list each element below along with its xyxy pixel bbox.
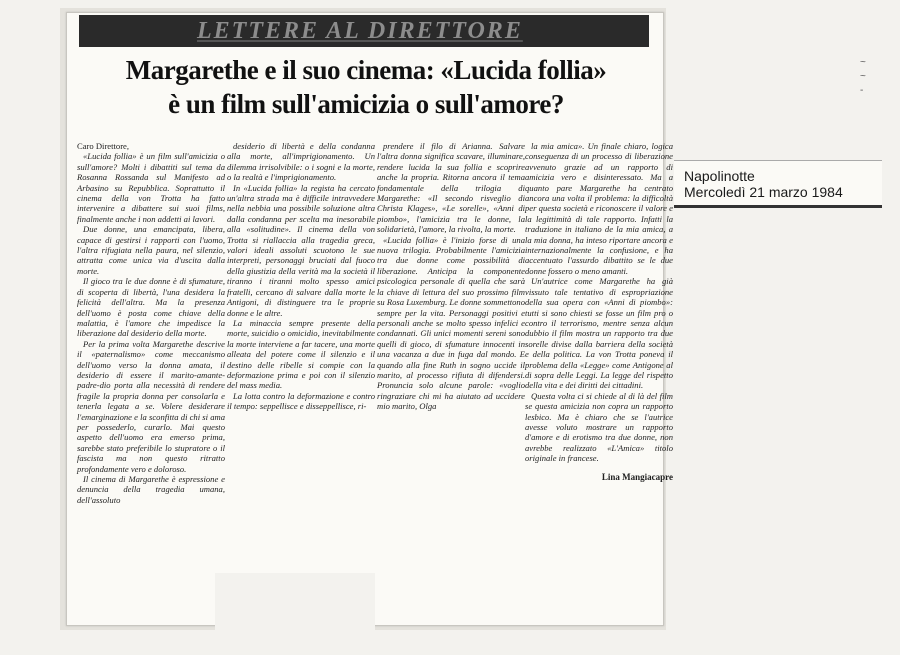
article-column-3 [377, 141, 525, 619]
publication-date: Mercoledì 21 marzo 1984 [684, 184, 843, 200]
article-body [73, 141, 673, 619]
headline [73, 53, 659, 121]
article-paragraph: la mia amica». Un finale chiaro, logica conseguenza di un processo di liberazione avvenuto grazie ad un rapporto di amicizia vero e disinteressato. Ma a quanto pare Margarethe ha centrato ancora una volta il problema: la difficoltà per questa società e riconoscere il valore e la legittimità di tale rapporto. Infatti la traduzione in italiano de la mia amica, a la mia donna, ha inteso riportare ancora e internazionalmente la confusione, e ha accentuato l'assurdo dibattito se le due donne fossero o meno amanti. [525, 141, 673, 276]
article-paragraph: «Lucida follia» è l'inizio forse di una nuova trilogia. Probabilmente l'amicizia tra due donne come possibilità di liberazione. Anticipa la componente psicologica personale di quella che sarà la chiave di lettura del suo prossimo film su Rosa Luxemburg. Le donne sommettono sempre per la vita. Personaggi positivi e personali anche se molto spesso infelici e condannati. Gli unici momenti sereni sono quelli di gioco, di sfumature innocenti in una vacanza a due in fuga dal mondo. E quando alla fine Ruth in sogno uccide il marito, al processo rifiuta di difendersi. Pronuncia solo alcune parole: «voglio ringraziare chi mi ha aiutato ad uccidere mio marito, Olga [377, 234, 525, 412]
article-paragraph: Per la prima volta Margarethe descrive il «paternalismo» come meccanismo dell'uomo verso la donna amata, il desiderio di essere il marito-amante-padre-dio porta alla necessità di rendere fragile la propria donna per consolarla e tenerla legata a se. Volere desiderare l'emarginazione e la sconfitta di chi si ama per possederlo, curarlo. Mai questo aspetto dell'uomo era emerso prima, sarebbe stato preferibile lo stupratore o il fascista ma non questo ritratto profondamente vero e doloroso. [77, 338, 225, 474]
margin-marks [860, 56, 866, 98]
newspaper-name: Napolinotte [684, 168, 755, 184]
tick-mark: ~ [860, 71, 866, 82]
source-label [674, 160, 882, 208]
article-paragraph: La minaccia sempre presente della morte, suicidio o omicidio, inevitabilmente la morte interviene a far tacere, una morte alleata del potere come il silenzio e il destino delle ribelle si compie con la deformazione prima e poi con il silenzio del mass media. [227, 317, 375, 391]
article-paragraph: desiderio di libertà e della condanna alla morte, all'imprigionamento. Un dilemma irrisolvibile: o i sogni e la morte, o la realtà e l'imprigionamento. [227, 141, 375, 183]
newspaper-clipping [66, 12, 673, 626]
tick-mark: - [860, 85, 864, 96]
torn-corner [215, 573, 375, 633]
article-paragraph: Il gioco tra le due donne è di sfumature, di scoperta di libertà, l'una desidera la felicità dell'altra. Ma la presenza dell'uomo è posta come chiave della malattia, è l'amore che impedisce la liberazione dal desiderio della morte. [77, 276, 225, 339]
article-paragraph: prendere il filo di Arianna. Salvare l'altra donna significa scavare, illuminare, rendere lucida la sua follia e scoprire anche la propria. Ritorna ancora il tema fondamentale della trilogia di Margarethe: «Il secondo risveglio di Christa Klages», «Le sorelle», «Anni di piombo», l'amicizia tra le donne, la solidarietà, l'amore, la rivolta, la morte. [377, 141, 525, 235]
author-signature: Lina Mangiacapre [601, 471, 673, 482]
article-paragraph: Il cinema di Margarethe è espressione e denuncia della tragedia umana, dell'assoluto [77, 474, 225, 505]
headline-line-1: Margarethe e il suo cinema: «Lucida follia» [125, 55, 607, 85]
article-paragraph: La lotta contro la deformazione e contro il tempo: seppellisce e disseppellisce, ri- [227, 390, 375, 412]
article-column-2 [227, 141, 375, 619]
article-paragraph: «Lucida follia» è un film sull'amicizia o sull'amore? Molti i dibattiti sul tema da Rosanna Rossanda sul Manifesto ad Arbasino su Repubblica. Soprattutto il cinema della von Trotta ha fatto intervenire a dibattere sui suoi films, finalmente anche i non addetti ai lavori. [77, 151, 225, 224]
rubric-banner: LETTERE AL DIRETTORE [79, 15, 649, 47]
article-paragraph: Un'autrice come Margarethe ha già vissuto tale tentativo di espropriazione della sua opera con «Anni di piombo»: tutti si sono chiesti se fosse un film pro o contro il terrorismo, mentre senza alcun dubbio il film mostra un rapporto tra due sorelle divise dalla barriera della società e della politica. La von Trotta poneva il problema della «Legge» come Antigone al di sopra delle Leggi. La legge del rispetto della vita e dei diritti dei cittadini. [525, 276, 673, 391]
tick-mark: ~ [860, 57, 866, 68]
article-paragraph: Due donne, una emancipata, libera, capace di gestirsi i rapporti con l'uomo, l'altra rifugiata nella paura, nel silenzio, attratta come unica via d'uscita dalla morte. [77, 224, 225, 276]
article-paragraph: Questa volta ci si chiede al di là del film se questa amicizia non copra un rapporto lesbico. Ma è chiaro che se l'autrice avesse voluto mostrare un rapporto d'amore e di erotismo tra due donne, non avrebbe realizzato «L'Amica» titolo originale in francese. [525, 390, 673, 464]
article-paragraph: In «Lucida follia» la regista ha cercato un'altra strada ma è difficile intravvedere nella nebbia una possibile soluzione altra dalla condanna per scelta ma inesorabile alla «solitudine». Il cinema della von Trotta si riallaccia alla tragedia greca, valori ideali assoluti scuotono le sue interpreti, personaggi bruciati dal fuoco della giustizia della verità ma la società il tiranno i tiranni molto spesso amici fratelli, cercano di salvare dalla morte le Antigoni, di distinguere tra le proprie donne e le altre. [227, 182, 375, 318]
article-paragraph: Caro Direttore, [77, 141, 130, 151]
article-column-1 [77, 141, 225, 619]
headline-line-2: è un film sull'amicizia o sull'amore? [168, 89, 564, 119]
article-column-4 [525, 141, 673, 619]
